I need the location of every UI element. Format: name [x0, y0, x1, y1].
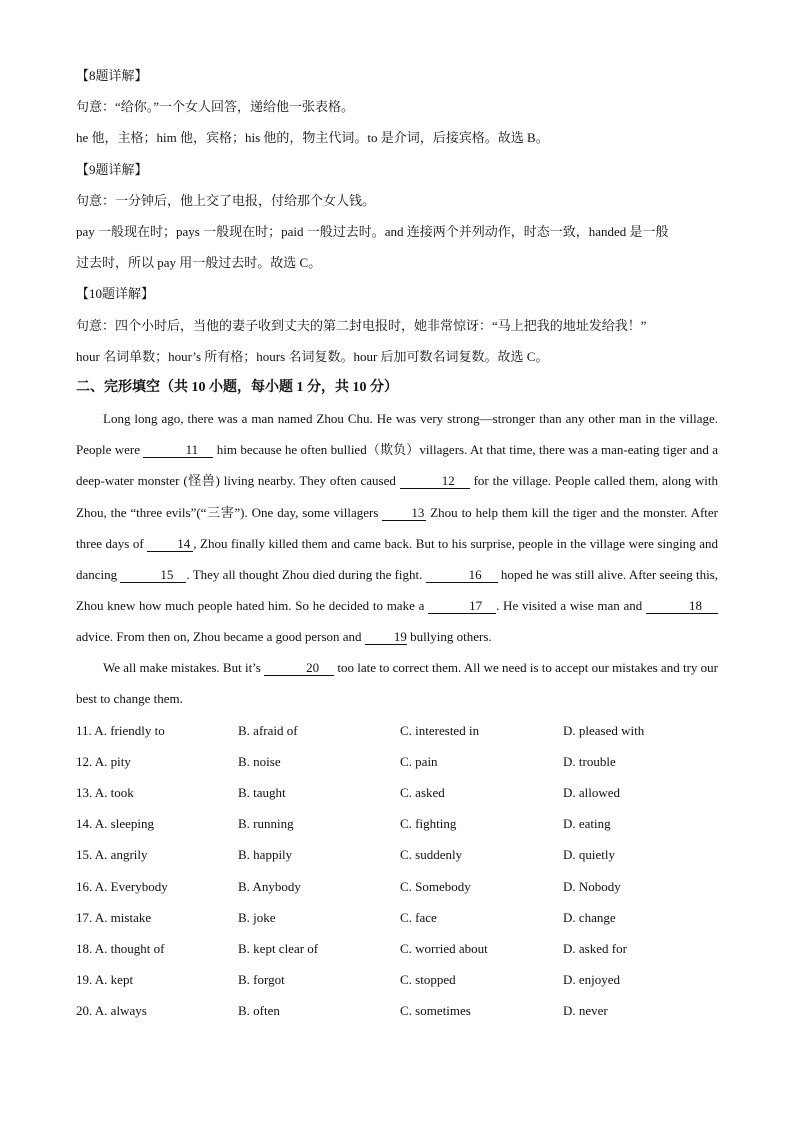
explanation-8-meaning: 句意：“给你。”一个女人回答，递给他一张表格。 — [76, 99, 355, 115]
option-row-17 — [76, 902, 718, 933]
option-c: C. stopped — [400, 972, 456, 988]
blank-19: 19 — [365, 630, 407, 645]
option-a: 17. A. mistake — [76, 909, 152, 925]
option-row-13 — [76, 777, 718, 808]
passage-text: . He visited a wise man and — [496, 597, 646, 613]
option-c: C. face — [400, 909, 437, 925]
option-c: C. asked — [400, 785, 445, 800]
blank-14: 14 — [147, 537, 193, 552]
option-d: D. Nobody — [563, 878, 621, 894]
option-row-12 — [76, 746, 718, 777]
option-b: B. taught — [238, 785, 286, 800]
explanation-9-detail-2: 过去时，所以 pay 用一般过去时。故选 C。 — [76, 255, 322, 271]
document-page — [76, 60, 718, 1027]
passage-text: . They all thought Zhou died during the fight. — [186, 566, 426, 582]
passage-text: for the village. People called them, along with Zhou, the “three evils”(“三害”). One day, some villagers — [76, 473, 718, 520]
option-a: 14. A. sleeping — [76, 816, 154, 832]
option-c: C. sometimes — [400, 1003, 471, 1019]
option-d: D. eating — [563, 816, 611, 832]
option-b: B. afraid of — [238, 722, 298, 738]
option-c: C. pain — [400, 753, 438, 769]
option-c: C. suddenly — [400, 847, 463, 863]
option-d: D. trouble — [563, 753, 616, 769]
passage-text: , Zhou finally killed them and came back. But to his surprise, people in the village were singing and dancing — [76, 535, 719, 582]
option-b: B. noise — [238, 753, 281, 769]
explanation-10-meaning: 句意：四个小时后，当他的妻子收到丈夫的第二封电报时，她非常惊讶：“马上把我的地址发给我！” — [76, 317, 647, 333]
option-a: 19. A. kept — [76, 972, 134, 988]
passage-text: bullying others. — [406, 629, 492, 645]
explanation-9-detail-1: pay 一般现在时；pays 一般现在时；paid 一般过去时。and 连接两个并列动作，时态一致，handed 是一般 — [76, 224, 669, 240]
option-row-20 — [76, 995, 718, 1026]
option-row-14 — [76, 808, 718, 839]
option-d: D. never — [563, 1003, 608, 1019]
blank-20: 20 — [264, 661, 334, 676]
blank-15: 15 — [120, 568, 186, 583]
option-a: 13. A. took — [76, 785, 134, 800]
option-d: D. asked for — [563, 941, 627, 957]
option-a: 20. A. always — [76, 1003, 147, 1019]
section-title: 二、完形填空（共 10 小题，每小题 1 分，共 10 分） — [76, 380, 398, 396]
option-row-19 — [76, 964, 718, 995]
passage-text: hoped he was still alive. After seeing this, Zhou knew how much people hated him. So he decided to make a — [76, 566, 718, 613]
explanation-10-detail: hour 名词单数；hour’s 所有格；hours 名词复数。hour 后加可数名词复数。故选 C。 — [76, 348, 549, 364]
option-row-16 — [76, 871, 718, 902]
blank-13: 13 — [382, 506, 426, 521]
option-b: B. joke — [238, 909, 276, 925]
option-b: B. often — [238, 1003, 280, 1019]
option-c: C. interested in — [400, 722, 480, 738]
passage-text: advice. From then on, Zhou became a good person and — [76, 629, 365, 645]
blank-16: 16 — [426, 568, 498, 583]
explanation-8-header: 【8题详解】 — [76, 68, 148, 83]
passage-text: Long long ago, there was a man named Zhou Chu. He was very strong—stronger than any other man in the village. People were — [76, 411, 718, 458]
option-a: 15. A. angrily — [76, 847, 148, 863]
passage-text: him because he often bullied（欺负）villagers. At that time, there was a man-eating tiger and a deep-water monster (怪兽) living nearby. They often caused — [76, 442, 718, 489]
explanation-8-detail: he 他，主格；him 他，宾格；his 他的，物主代词。to 是介词，后接宾格。故选 B。 — [76, 130, 549, 146]
blank-18: 18 — [646, 599, 718, 614]
passage-text: too late to correct them. All we need is to accept our mistakes and try our best to change them. — [76, 660, 718, 707]
option-c: C. fighting — [400, 816, 457, 832]
option-b: B. happily — [238, 847, 293, 863]
blank-12: 12 — [400, 474, 470, 489]
option-b: B. running — [238, 816, 294, 832]
explanation-9-meaning: 句意：一分钟后，他上交了电报，付给那个女人钱。 — [76, 192, 376, 208]
option-d: D. allowed — [563, 785, 621, 800]
option-a: 11. A. friendly to — [76, 722, 165, 738]
option-b: B. Anybody — [238, 878, 301, 894]
passage-text: We all make mistakes. But it’s — [103, 660, 265, 676]
option-row-18 — [76, 933, 718, 964]
passage-paragraph-2 — [76, 652, 718, 714]
blank-11: 11 — [143, 443, 213, 458]
option-a: 12. A. pity — [76, 753, 131, 769]
blank-17: 17 — [428, 599, 496, 614]
explanation-10-header: 【10题详解】 — [76, 286, 155, 302]
option-b: B. kept clear of — [238, 941, 319, 957]
option-b: B. forgot — [238, 972, 285, 988]
option-row-15 — [76, 839, 718, 870]
option-d: D. pleased with — [563, 722, 645, 738]
option-a: 16. A. Everybody — [76, 878, 168, 894]
option-a: 18. A. thought of — [76, 941, 165, 957]
option-c: C. worried about — [400, 941, 488, 957]
explanation-9-header: 【9题详解】 — [76, 161, 148, 177]
options-list — [76, 715, 718, 1027]
passage-paragraph-1 — [76, 403, 718, 652]
option-d: D. change — [563, 909, 616, 925]
option-c: C. Somebody — [400, 878, 471, 894]
option-d: D. quietly — [563, 847, 615, 863]
option-d: D. enjoyed — [563, 972, 621, 988]
passage-text: Zhou to help them kill the tiger and the monster. After three days of — [76, 504, 719, 551]
option-row-11 — [76, 715, 718, 746]
